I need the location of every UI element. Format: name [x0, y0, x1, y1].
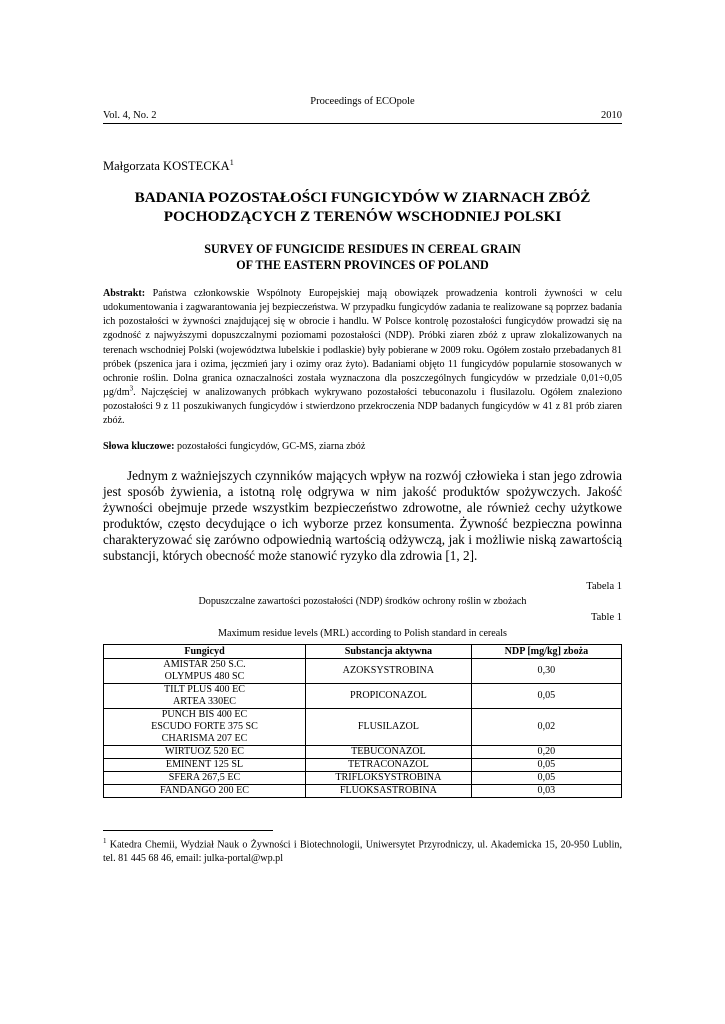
- table-row: [104, 709, 622, 746]
- ndp-cell: 0,02: [471, 709, 621, 746]
- fungicide-cell: SFERA 267,5 EC: [104, 772, 306, 785]
- table-row: [104, 659, 622, 684]
- year: 2010: [601, 110, 622, 121]
- ndp-cell: 0,03: [471, 785, 621, 798]
- fungicide-name: ARTEA 330EC: [172, 696, 237, 708]
- keywords-label: Słowa kluczowe:: [103, 441, 175, 453]
- keywords: [103, 440, 622, 454]
- table-row: [104, 759, 622, 772]
- abstract: [103, 287, 622, 428]
- fungicide-name: ESCUDO FORTE 375 SC: [151, 721, 258, 733]
- fungicide-cell: [104, 659, 306, 684]
- fungicide-name: AMISTAR 250 S.C.: [163, 659, 246, 671]
- fungicide-name: PUNCH BIS 400 EC: [161, 709, 248, 721]
- fungicide-name: OLYMPUS 480 SC: [164, 671, 245, 683]
- fungicide-cell: FANDANGO 200 EC: [104, 785, 306, 798]
- author-footnote-mark: 1: [229, 158, 234, 167]
- table-row: [104, 746, 622, 759]
- substance-cell: AZOKSYSTROBINA: [306, 659, 472, 684]
- running-header: [103, 109, 622, 124]
- table-row: [104, 785, 622, 798]
- ndp-cell: 0,05: [471, 772, 621, 785]
- abstract-text-1: Państwa członkowskie Wspólnoty Europejskiej mają obowiązek prowadzenia kontroli żywności w celu udokumentowania i zagwarantowania jej bezpieczeństwa. W przypadku fungicydów zadania te realizowane są poprzez badania ich pozostałości w żywności znajdującej się w obrocie i handlu. W Polsce kontrolę pozostałości fungicydów prowadzi się na zgodność z najwyższymi dopuszczalnymi poziomami pozostałości (NDP). Próbki ziaren zbóż z upraw zlokalizowanych na terenach wschodniej Polski (województwa lubelskie i podlaskie) były pobierane w 2009 roku. Ogółem zostało przebadanych 81 próbek (pszenica jara i ozima, jęczmień jary i ozimy oraz żyto). Badaniami objęto 11 fungicydów popularnie stosowanych w ochronie roślin. Dolna granica oznaczalności została wyznaczona dla poszczególnych fungicydów w przedziale 0,01÷0,05 µg/dm: [103, 288, 622, 398]
- table-row: [104, 684, 622, 709]
- header-substance: Substancja aktywna: [306, 645, 472, 659]
- fungicide-cell: WIRTUOZ 520 EC: [104, 746, 306, 759]
- title-english-line-1: SURVEY OF FUNGICIDE RESIDUES IN CEREAL GRAIN: [204, 242, 521, 257]
- footnote-divider: [103, 830, 273, 831]
- ndp-cell: 0,05: [471, 759, 621, 772]
- title-english: [103, 241, 622, 273]
- table-section: [103, 580, 622, 798]
- substance-cell: TRIFLOKSYSTROBINA: [306, 772, 472, 785]
- table-label-en: Table 1: [590, 612, 622, 624]
- fungicide-cell: [104, 709, 306, 746]
- table-header-row: [104, 645, 622, 659]
- header-fungicide: Fungicyd: [104, 645, 306, 659]
- substance-cell: FLUSILAZOL: [306, 709, 472, 746]
- substance-cell: TEBUCONAZOL: [306, 746, 472, 759]
- title-polish-line-1: BADANIA POZOSTAŁOŚCI FUNGICYDÓW W ZIARNACH ZBÓŻ: [134, 189, 591, 207]
- table-row: [104, 772, 622, 785]
- fungicide-cell: [104, 684, 306, 709]
- volume-info: Vol. 4, No. 2: [103, 110, 157, 121]
- ndp-cell: 0,20: [471, 746, 621, 759]
- title-polish-line-2: POCHODZĄCYCH Z TERENÓW WSCHODNIEJ POLSKI: [163, 208, 562, 226]
- table-label-pl: Tabela 1: [586, 581, 622, 593]
- fungicide-cell: EMINENT 125 SL: [104, 759, 306, 772]
- mrl-table: [103, 644, 622, 798]
- title-polish: [103, 188, 622, 226]
- author: [103, 155, 622, 174]
- intro-paragraph: Jednym z ważniejszych czynników mających wpływ na rozwój człowieka i stan jego zdrowia jest sposób żywienia, a istotną rolę odgrywa w nim jakość produktów spożywczych. Jakość żywności obejmuje przede wszystkim bezpieczeństwo zdrowotne, ale również cechy użytkowe produktów, często decydujące o ich wyborze przez konsumenta. Żywność bezpieczna powinna charakteryzować się zarówno odpowiednią wartością odżywczą, jak i możliwie niską zawartością substancji, których obecność może stanowić ryzyko dla zdrowia [1, 2].: [103, 468, 622, 564]
- ndp-cell: 0,05: [471, 684, 621, 709]
- ndp-cell: 0,30: [471, 659, 621, 684]
- title-english-line-2: OF THE EASTERN PROVINCES OF POLAND: [236, 258, 489, 273]
- fungicide-name: CHARISMA 207 EC: [161, 733, 248, 745]
- paper-page: [103, 95, 622, 866]
- abstract-superscript: 3: [129, 384, 134, 393]
- footnote-mark: 1: [103, 837, 107, 846]
- fungicide-name: TILT PLUS 400 EC: [163, 684, 246, 696]
- substance-cell: PROPICONAZOL: [306, 684, 472, 709]
- author-name: Małgorzata KOSTECKA: [103, 159, 230, 174]
- table-caption-en: Maximum residue levels (MRL) according to Polish standard in cereals: [217, 628, 507, 640]
- table-caption-pl: Dopuszczalne zawartości pozostałości (NDP) środków ochrony roślin w zbożach: [198, 596, 527, 608]
- substance-cell: FLUOKSASTROBINA: [306, 785, 472, 798]
- abstract-text-2: . Najczęściej w analizowanych próbkach wykrywano pozostałości tebuconazolu i flusilazolu. Ogółem znaleziono pozostałości 9 z 11 poszukiwanych fungicydów i stwierdzono przekroczenia NDP badanych fungicydów w 41 z 81 prób ziaren zbóż.: [103, 386, 622, 426]
- header-ndp: NDP [mg/kg] zboża: [471, 645, 621, 659]
- keywords-text: pozostałości fungicydów, GC-MS, ziarna zbóż: [174, 441, 366, 453]
- substance-cell: TETRACONAZOL: [306, 759, 472, 772]
- footnote: [103, 834, 622, 866]
- abstract-label: Abstrakt:: [103, 288, 146, 300]
- journal-name: Proceedings of ECOpole: [310, 96, 415, 107]
- footnote-text: Katedra Chemii, Wydział Nauk o Żywności i Biotechnologii, Uniwersytet Przyrodniczy, ul. Akademicka 15, 20-950 Lublin, tel. 81 445 68 46, email: julka-portal@wp.pl: [103, 839, 622, 865]
